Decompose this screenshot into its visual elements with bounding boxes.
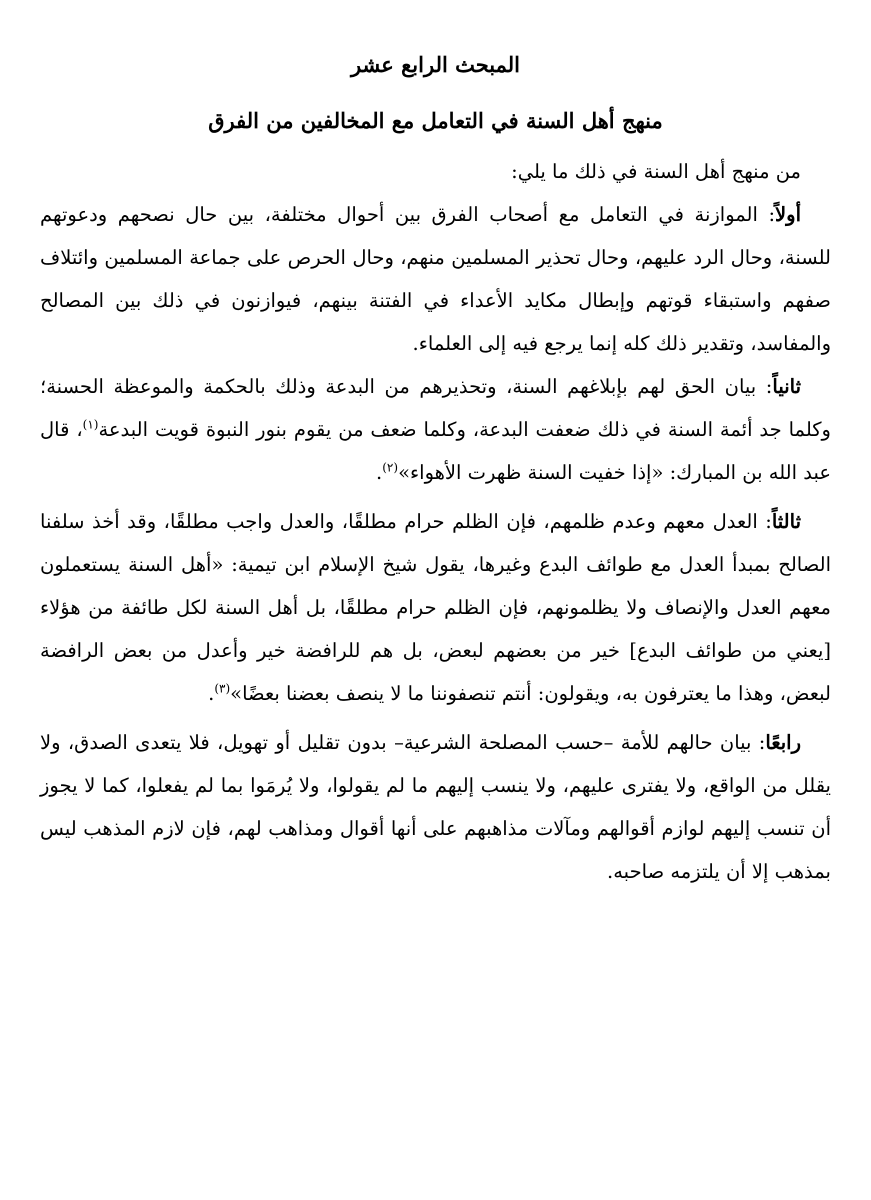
intro-paragraph: من منهج أهل السنة في ذلك ما يلي: (511, 160, 801, 183)
paragraph-lead: ثالثاً (771, 510, 801, 533)
footnote-ref: (١) (82, 417, 99, 432)
paragraph-second (40, 365, 831, 494)
footnote-ref: (٣) (214, 681, 231, 696)
section-title: منهج أهل السنة في التعامل مع المخالفين من الفرق (208, 108, 663, 133)
paragraph-lead: أولاً (775, 203, 801, 226)
paragraph-text: ، قال عبد الله بن المبارك: «إذا خفيت السنة ظهرت الأهواء» (40, 418, 831, 484)
paragraph-text: : العدل معهم وعدم ظلمهم، فإن الظلم حرام مطلقًا، والعدل واجب مطلقًا، وقد أخذ سلفنا الصالح بمبدأ العدل مع طوائف البدع وغيرها، يقول شيخ الإسلام ابن تيمية: «أهل السنة يستعملون معهم العدل والإنصاف ولا يظلمونهم، فإن الظلم حرام مطلقًا، بل أهل السنة لكل طائفة من هؤلاء [يعني من طوائف البدع] خير من بعضهم لبعض، بل هم للرافضة خير وأعدل من بعض الرافضة لبعض، وهذا ما يعترفون به، ويقولون: أنتم تنصفوننا ما لا ينصف بعضنا بعضًا» (40, 510, 831, 705)
paragraph-lead: رابعًا (765, 731, 801, 754)
chapter-heading: المبحث الرابع عشر (350, 52, 521, 77)
paragraph-text: . (376, 461, 383, 484)
paragraph-text: : بيان حالهم للأمة –حسب المصلحة الشرعية– بدون تقليل أو تهويل، فلا يتعدى الصدق، ولا يقلل من الواقع، ولا يفترى عليهم، ولا ينسب إليهم ما لم يقولوا، ولا يُرمَوا بما لم يفعلوا، كما لا يجوز أن تنسب إليهم لوازم أقوالهم ومآلات مذاهبهم على أنها أقوال ومذاهب لهم، فإن لازم المذهب ليس بمذهب إلا أن يلتزمه صاحبه. (40, 731, 831, 883)
paragraph-third (40, 500, 831, 715)
paragraph-text: . (208, 682, 215, 705)
footnote-ref: (٢) (382, 460, 399, 475)
paragraph-text: : الموازنة في التعامل مع أصحاب الفرق بين أحوال مختلفة، بين حال نصحهم ودعوتهم للسنة، وحال الرد عليهم، وحال تحذير المسلمين منهم، وحال الحرص على جماعة المسلمين وائتلاف صفهم واستبقاء قوتهم وإبطال مكايد الأعداء في الفتنة بينهم، فيوازنون في ذلك بين المصالح والمفاسد، وتقدير ذلك كله إنما يرجع فيه إلى العلماء. (40, 203, 831, 355)
paragraph-text: : بيان الحق لهم بإبلاغهم السنة، وتحذيرهم من البدعة وذلك بالحكمة والموعظة الحسنة؛ وكلما جد أئمة السنة في ذلك ضعفت البدعة، وكلما ضعف من يقوم بنور النبوة قويت البدعة (40, 375, 831, 441)
paragraph-fourth (40, 721, 831, 893)
paragraph-first (40, 193, 831, 365)
paragraph-lead: ثانياً (772, 375, 801, 398)
